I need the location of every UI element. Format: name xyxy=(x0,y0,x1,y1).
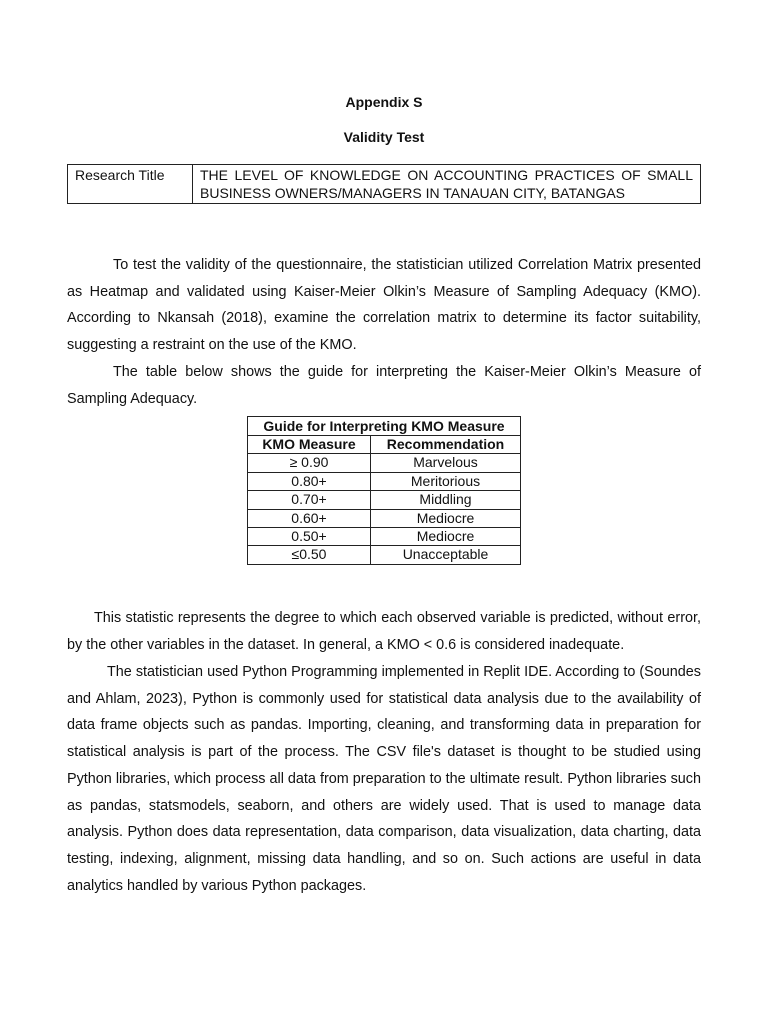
kmo-recommendation-cell: Meritorious xyxy=(371,472,521,490)
kmo-measure-cell: ≥ 0.90 xyxy=(248,454,371,472)
kmo-header-measure: KMO Measure xyxy=(248,436,371,454)
kmo-recommendation-cell: Unacceptable xyxy=(371,546,521,564)
table-row xyxy=(248,472,521,490)
table-row xyxy=(248,509,521,527)
kmo-caption-row xyxy=(248,417,521,436)
kmo-measure-cell: 0.60+ xyxy=(248,509,371,527)
research-title-label: Research Title xyxy=(68,165,193,204)
kmo-measure-cell: 0.80+ xyxy=(248,472,371,490)
kmo-measure-cell: ≤0.50 xyxy=(248,546,371,564)
paragraph-python: The statistician used Python Programming implemented in Replit IDE. According to (Soundes and Ahlam, 2023), Python is commonly used for statistical data analysis due to the availability of data frame objects such as pandas. Importing, cleaning, and transforming data in preparation for statistical analysis is part of the process. The CSV file's dataset is thought to be studied using Python libraries, which process all data from preparation to the ultimate result. Python libraries such as pandas, statsmodels, seaborn, and others are widely used. That is used to manage data analysis. Python does data representation, data comparison, data visualization, data charting, data testing, indexing, alignment, missing data handling, and so on. Such actions are useful in data analytics handled by various Python packages. xyxy=(67,664,701,894)
paragraph-intro: To test the validity of the questionnaire, the statistician utilized Correlation Matrix presented as Heatmap and validated using Kaiser-Meier Olkin’s Measure of Sampling Adequacy (KMO). According to Nkansah (2018), examine the correlation matrix to determine its factor suitability, suggesting a restraint on the use of the KMO. xyxy=(67,257,701,354)
kmo-header-row xyxy=(248,436,521,454)
kmo-recommendation-cell: Mediocre xyxy=(371,509,521,527)
table-row xyxy=(248,546,521,564)
kmo-measure-cell: 0.50+ xyxy=(248,528,371,546)
kmo-guide-table xyxy=(247,416,521,565)
paragraph-table-intro: The table below shows the guide for interpreting the Kaiser-Meier Olkin’s Measure of Sampling Adequacy. xyxy=(67,364,701,407)
table-row xyxy=(248,528,521,546)
kmo-recommendation-cell: Middling xyxy=(371,491,521,509)
appendix-title: Appendix S xyxy=(345,94,423,110)
kmo-recommendation-cell: Marvelous xyxy=(371,454,521,472)
research-title-value: THE LEVEL OF KNOWLEDGE ON ACCOUNTING PRACTICES OF SMALL BUSINESS OWNERS/MANAGERS IN TANAUAN CITY, BATANGAS xyxy=(193,165,701,204)
kmo-header-recommendation: Recommendation xyxy=(371,436,521,454)
kmo-table-caption: Guide for Interpreting KMO Measure xyxy=(248,417,521,436)
kmo-recommendation-cell: Mediocre xyxy=(371,528,521,546)
section-title: Validity Test xyxy=(343,129,425,145)
research-title-row xyxy=(68,165,701,204)
kmo-measure-cell: 0.70+ xyxy=(248,491,371,509)
research-title-table xyxy=(67,164,701,204)
table-row xyxy=(248,491,521,509)
paragraph-kmo-explanation: This statistic represents the degree to which each observed variable is predicted, without error, by the other variables in the dataset. In general, a KMO < 0.6 is considered inadequate. xyxy=(67,610,701,653)
table-row xyxy=(248,454,521,472)
